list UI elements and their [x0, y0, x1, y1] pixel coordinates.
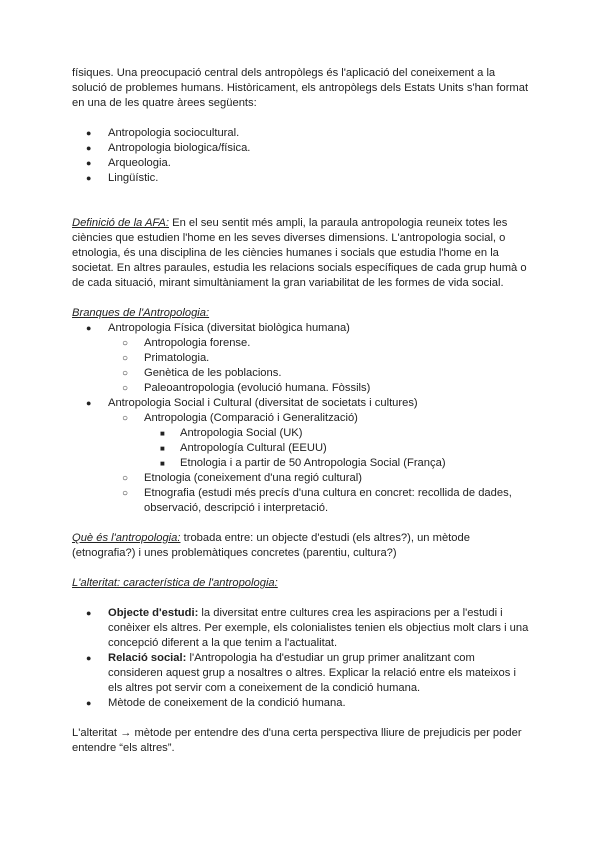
list-item: ○ Etnografia (estudi més precís d'una cultura en concret: recollida de dades, observació, descripció i interpretació. — [144, 486, 530, 516]
closing-paragraph: L'alteritat → mètode per entendre des d'una certa perspectiva lliure de prejudicis per poder entendre “els altres”. — [72, 727, 522, 754]
list-item: ○ Etnologia (coneixement d'una regió cultural) — [144, 471, 530, 486]
list-item — [72, 396, 530, 516]
list-item — [72, 651, 530, 696]
list-item-bold: Relació social: — [108, 652, 187, 664]
fisica-sublist — [108, 336, 530, 396]
list-item — [72, 321, 530, 396]
intro-paragraph: físiques. Una preocupació central dels antropòlegs és l'aplicació del coneixement a la solució de problemes humans. Històricament, els antropòlegs dels Estats Units s'han format en una de les quatre àrees següents: — [72, 67, 529, 109]
list-item-text: l'Antropologia ha d'estudiar un grup primer analitzant com consideren aquest grup a nosaltres o altres. Explicar la relació entre els mateixos i els altres pot servir com a coneixement de la condició humana. — [108, 652, 516, 694]
definition-paragraph — [72, 216, 530, 291]
branches-list — [72, 321, 530, 516]
list-item — [72, 606, 530, 651]
list-item: ○ Paleoantropologia (evolució humana. Fòssils) — [144, 381, 530, 396]
list-item: ● Antropologia biologica/física. — [72, 141, 530, 156]
list-item-bold: Objecte d'estudi: — [108, 607, 199, 619]
list-item: ■ Antropologia Social (UK) — [180, 426, 530, 441]
que-es-heading: Què és l'antropologia: — [72, 532, 181, 544]
list-item — [144, 411, 530, 471]
document-page — [72, 66, 530, 756]
list-item-text: Mètode de coneixement de la condició humana. — [108, 697, 346, 709]
que-es-text: trobada entre: un objecte d'estudi (els altres?), un mètode (etnografia?) i unes problemàtiques concretes (parentiu, cultura?) — [72, 532, 470, 559]
alteritat-heading: L'alteritat: característica de l'antropologia: — [72, 577, 278, 589]
list-item-text: la diversitat entre cultures crea les aspiracions per a l'estudi i conèixer els altres. Per exemple, els colonialistes tenien els objectius molt clars i una concepció diferent a la que tenim a l'actualitat. — [108, 607, 529, 649]
branches-heading: Branques de l'Antropologia: — [72, 307, 210, 319]
list-item: ■ Etnologia i a partir de 50 Antropologia Social (França) — [180, 456, 530, 471]
branch-fisica-label: Antropologia Física (diversitat biològica humana) — [108, 322, 350, 334]
areas-list — [72, 126, 530, 186]
que-es-paragraph — [72, 531, 530, 561]
branch-social-label: Antropologia Social i Cultural (diversitat de societats i cultures) — [108, 397, 418, 409]
social-sublist — [108, 411, 530, 516]
list-item: ● Arqueologia. — [72, 156, 530, 171]
antropologia-sublist — [144, 426, 530, 471]
list-item: ■ Antropología Cultural (EEUU) — [180, 441, 530, 456]
definition-heading: Definició de la AFA: — [72, 217, 169, 229]
list-item: ○ Genètica de les poblacions. — [144, 366, 530, 381]
alteritat-list — [72, 606, 530, 711]
definition-text: En el seu sentit més ampli, la paraula antropologia reuneix totes les ciències que estudien l'home en les seves diverses dimensions. L'antropologia social, o etnologia, és una disciplina de les ciències humanes i socials que estudia l'home en la societat. En altres paraules, estudia les relacions socials específiques de cada grup humà o de cada situació, mirant simultàniament la gran variabilitat de les formes de vida social. — [72, 217, 527, 289]
list-item: ● Lingüístic. — [72, 171, 530, 186]
list-item — [72, 696, 530, 711]
list-item: ● Antropologia sociocultural. — [72, 126, 530, 141]
list-item: ○ Antropologia forense. — [144, 336, 530, 351]
antropologia-label: Antropologia (Comparació i Generalització) — [144, 412, 358, 424]
list-item: ○ Primatologia. — [144, 351, 530, 366]
